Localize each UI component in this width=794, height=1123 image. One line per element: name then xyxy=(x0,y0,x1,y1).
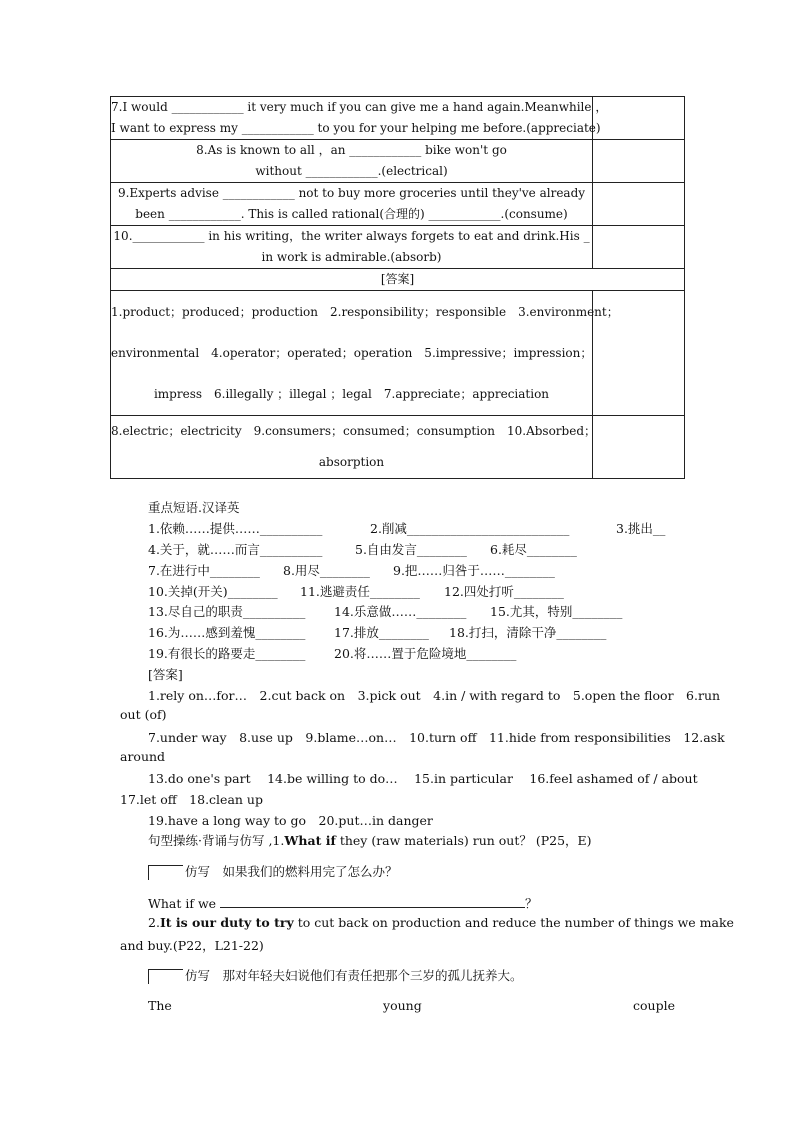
answer-line: absorption xyxy=(318,455,385,469)
question-line: 9.Experts advise ____________ not to buy more groceries until they've already xyxy=(117,186,586,200)
question-line: without ____________.(electrical) xyxy=(255,164,448,178)
imitation-label: 仿写 xyxy=(185,864,211,879)
imitation-prompt-2 xyxy=(148,966,523,984)
answer-line: environmental 4.operator；operated；operation 5.impressive；impression； xyxy=(111,345,593,360)
phrase-item: 5.自由发言________ xyxy=(355,542,467,557)
question-cell xyxy=(111,97,608,140)
sentence-prefix: 2. xyxy=(148,915,160,930)
sentence-key-phrase: What if xyxy=(284,833,336,848)
question-cell xyxy=(111,140,593,183)
phrase-item: 13.尽自己的职责__________ xyxy=(148,604,306,619)
table-row xyxy=(111,97,685,140)
question-line: been ____________. This is called rational(合理的) ____________.(consume) xyxy=(135,207,568,221)
question-line: 8.As is known to all ，an ____________ bike won't go xyxy=(196,143,507,157)
fill-end: ？ xyxy=(525,896,538,911)
answer-line: around xyxy=(120,749,166,764)
writing-box-icon xyxy=(148,865,183,880)
question-line: 7.I would ____________ it very much if you can give me a hand again.Meanwhile ， xyxy=(111,100,608,114)
fill-line-1 xyxy=(148,894,538,912)
sentence-pattern-2 xyxy=(148,915,734,930)
fill-word: young xyxy=(383,998,422,1013)
table-row xyxy=(111,269,685,291)
imitation-prompt-1 xyxy=(148,862,398,880)
imitation-text: 如果我们的燃料用完了怎么办？ xyxy=(222,864,398,879)
phrase-item: 8.用尽________ xyxy=(283,563,370,578)
question-cell xyxy=(111,226,593,269)
sentence-key-phrase: It is our duty to try xyxy=(159,915,294,930)
answer-blank[interactable] xyxy=(220,895,525,908)
phrase-item: 17.排放________ xyxy=(334,625,429,640)
blank-cell xyxy=(593,416,685,479)
question-line: 10.____________ in his writing，the writer always forgets to eat and drink.His _ xyxy=(113,229,590,243)
phrase-item: 1.依赖……提供……__________ xyxy=(148,521,323,536)
phrase-item: 16.为……感到羞愧________ xyxy=(148,625,306,640)
phrase-item: 7.在进行中________ xyxy=(148,563,260,578)
fill-word: couple xyxy=(633,998,675,1013)
phrase-item: 18.打扫，清除干净________ xyxy=(449,625,607,640)
writing-box-icon xyxy=(148,969,183,984)
imitation-label: 仿写 xyxy=(185,968,211,983)
answer-line: 7.under way 8.use up 9.blame…on… 10.turn off 11.hide from responsibilities 12.ask xyxy=(148,730,725,745)
phrase-item: 12.四处打听________ xyxy=(444,584,564,599)
phrase-item: 9.把……归咎于……________ xyxy=(393,563,555,578)
fill-word: The xyxy=(148,998,172,1013)
answer-line xyxy=(148,686,721,704)
question-cell xyxy=(111,183,593,226)
answer-header: [答案] xyxy=(148,667,183,682)
sentence-pattern-1 xyxy=(148,831,592,849)
answer-header-cell xyxy=(111,269,685,291)
phrase-item: 3.挑出__ xyxy=(616,521,666,536)
blank-cell xyxy=(593,183,685,226)
fill-start: What if we xyxy=(148,896,217,911)
answer-line: impress 6.illegally ；illegal ；legal 7.appreciate；appreciation xyxy=(153,386,550,401)
question-line: in work is admirable.(absorb) xyxy=(261,250,442,264)
phrase-item: 10.关掉(开关)________ xyxy=(148,584,278,599)
answer-header: [答案] xyxy=(380,272,415,286)
answer-cell xyxy=(111,416,597,479)
blank-cell xyxy=(593,226,685,269)
blank-cell xyxy=(593,140,685,183)
exercise-table xyxy=(110,96,685,479)
sentence-rest: they (raw materials) run out？ (P25，E) xyxy=(335,833,592,848)
phrase-item: 20.将……置于危险境地________ xyxy=(334,646,517,661)
sentence-prefix: 句型操练·背诵与仿写 ,1. xyxy=(148,833,285,848)
table-row xyxy=(111,416,685,479)
answer-line: 1.product；produced；production 2.responsibility；responsible 3.environment； xyxy=(111,304,619,319)
table-row xyxy=(111,226,685,269)
answer-line: 19.have a long way to go 20.put…in danger xyxy=(148,813,433,828)
phrase-item: 19.有很长的路要走________ xyxy=(148,646,306,661)
sentence-rest: to cut back on production and reduce the number of things we make xyxy=(293,915,734,930)
phrase-item: 14.乐意做……________ xyxy=(334,604,467,619)
question-line: I want to express my ____________ to you for your helping me before.(appreciate) xyxy=(111,121,601,135)
table-row xyxy=(111,291,685,416)
table-row xyxy=(111,140,685,183)
phrase-item: 15.尤其，特别________ xyxy=(490,604,623,619)
answer-cell xyxy=(111,291,619,416)
answer-line: 8.electric；electricity 9.consumers；consumed；consumption 10.Absorbed； xyxy=(111,424,597,438)
section-title: 重点短语.汉译英 xyxy=(148,500,240,515)
phrase-item: 11.逃避责任________ xyxy=(300,584,420,599)
answer-line: 13.do one's part 14.be willing to do… 15.in particular 16.feel ashamed of / about xyxy=(148,771,698,786)
table-row xyxy=(111,183,685,226)
imitation-text: 那对年轻夫妇说他们有责任把那个三岁的孤儿抚养大。 xyxy=(222,968,523,983)
phrase-item: 4.关于，就……而言__________ xyxy=(148,542,323,557)
phrase-item: 2.削减__________________________ xyxy=(370,521,570,536)
answer-line: 17.let off 18.clean up xyxy=(120,792,263,807)
fill-line-2 xyxy=(148,998,675,1013)
answer-text: 1.rely on…for… 2.cut back on 3.pick out 4.in / with regard to 5.open the floor 6.run xyxy=(148,688,721,703)
phrase-item: 6.耗尽________ xyxy=(490,542,577,557)
sentence-rest-line: and buy.(P22，L21-22) xyxy=(120,938,264,953)
answer-line: out (of) xyxy=(120,707,167,722)
